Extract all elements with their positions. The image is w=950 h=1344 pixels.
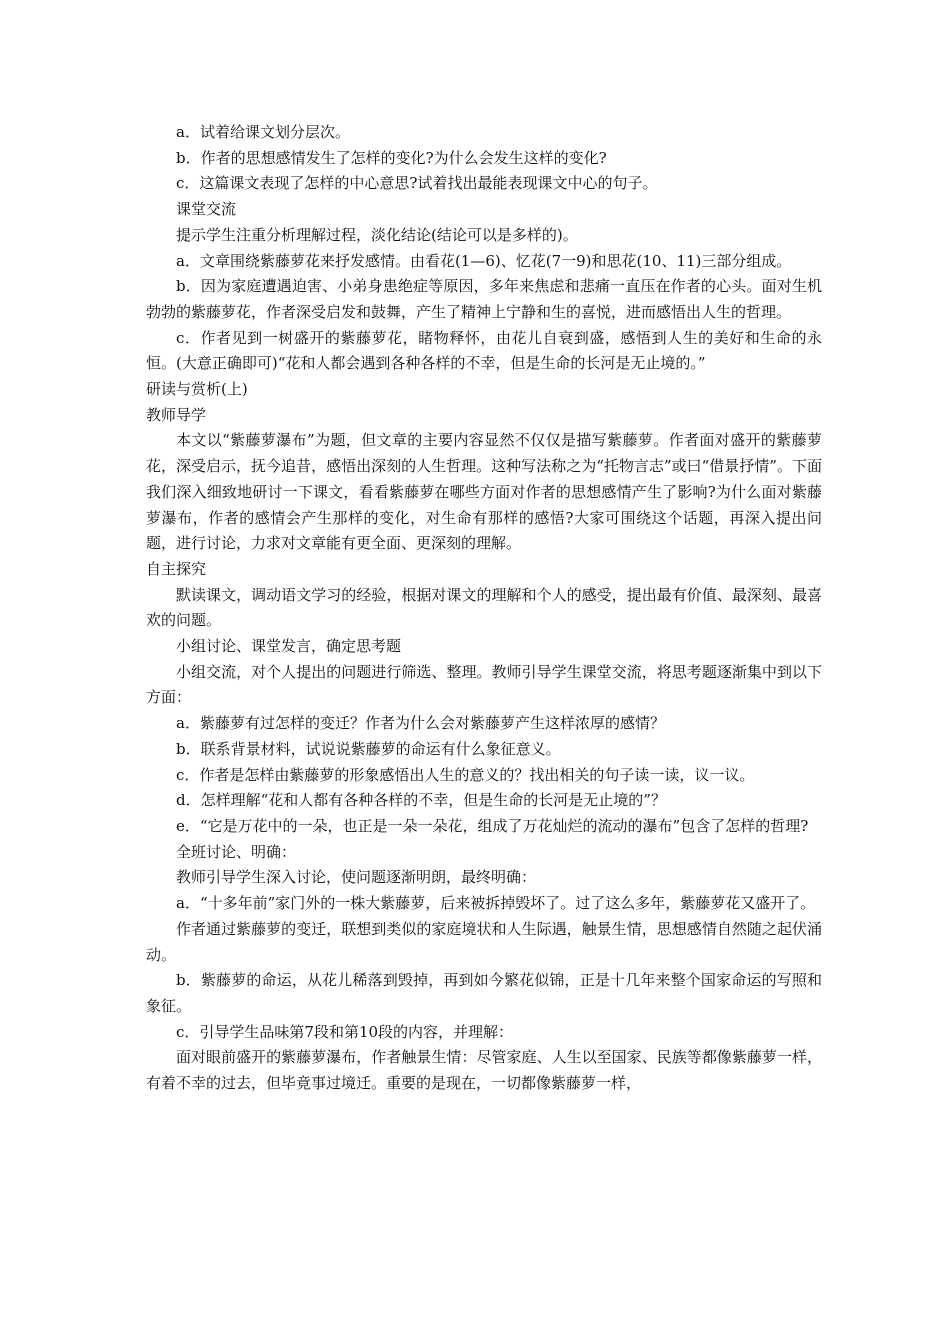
paragraph: 课堂交流 [176, 200, 237, 219]
section-heading: 自主探究 [146, 559, 207, 578]
paragraph: a．“十多年前”家门外的一株大紫藤萝，后来被拆掉毁坏了。过了这么多年，紫藤萝花又盛开了。 [176, 894, 816, 913]
paragraph: 小组讨论、课堂发言，确定思考题 [176, 637, 402, 656]
paragraph: a．紫藤萝有过怎样的变迁？作者为什么会对紫藤萝产生这样浓厚的感情？ [176, 714, 665, 733]
paragraph: e．“它是万花中的一朵，也正是一朵一朵花，组成了万花灿烂的流动的瀑布”包含了怎样的哲理? [176, 816, 809, 835]
paragraph: a．试着给课文划分层次。 [176, 123, 350, 141]
paragraph: 全班讨论、明确： [176, 842, 297, 861]
paragraph: 作者通过紫藤萝的变迁，联想到类似的家庭境状和人生际遇，触景生情，思想感情自然随之起伏涌动。 [146, 919, 822, 964]
paragraph: 教师引导学生深入讨论，使问题逐渐明朗，最终明确： [176, 868, 537, 887]
paragraph: b．因为家庭遭遇迫害、小弟身患绝症等原因，多年来焦虑和悲痛一直压在作者的心头。面对生机勃勃的紫藤萝花，作者深受启发和鼓舞，产生了精神上宁静和生的喜悦，进而感悟出人生的哲理。 [146, 277, 822, 321]
section-heading: 研读与赏析(上) [146, 380, 248, 399]
paragraph: 默读课文，调动语文学习的经验，根据对课文的理解和个人的感受，提出最有价值、最深刻、最喜欢的问题。 [146, 585, 822, 630]
section-heading: 教师导学 [146, 405, 207, 424]
paragraph: 提示学生注重分析理解过程，淡化结论(结论可以是多样的)。 [176, 225, 578, 244]
paragraph: c．作者是怎样由紫藤萝的形象感悟出人生的意义的？找出相关的句子读一读，议一议。 [176, 765, 755, 784]
paragraph: b．联系背景材料，试说说紫藤萝的命运有什么象征意义。 [176, 739, 561, 758]
paragraph: c．这篇课文表现了怎样的中心意思?试着找出最能表现课文中心的句子。 [176, 174, 658, 193]
paragraph: 小组交流，对个人提出的问题进行筛选、整理。教师引导学生课堂交流，将思考题逐渐集中到以下方面： [146, 662, 822, 707]
paragraph: d．怎样理解“花和人都有各种各样的不幸，但是生命的长河是无止境的”？ [176, 791, 666, 810]
paragraph: 本文以“紫藤萝瀑布”为题，但文章的主要内容显然不仅仅是描写紫藤萝。作者面对盛开的紫藤萝花，深受启示，抚今追昔，感悟出深刻的人生哲理。这种写法称之为“托物言志”或曰“借景抒情”。下面我们深入细致地研讨一下课文，看看紫藤萝在哪些方面对作者的思想感情产生了影响?为什么面对紫藤萝瀑布，作者的感情会产生那样的变化，对生命有那样的感悟?大家可围绕这个话题，再深入提出问题，进行讨论，力求对文章能有更全面、更深刻的理解。 [146, 431, 822, 553]
paragraph: 面对眼前盛开的紫藤萝瀑布，作者触景生情：尽管家庭、人生以至国家、民族等都像紫藤萝一样，有着不幸的过去，但毕竟事过境迁。重要的是现在，一切都像紫藤萝一样， [146, 1048, 822, 1093]
paragraph: a．文章围绕紫藤萝花来抒发感情。由看花(1—6)、忆花(7一9)和思花(10、11)三部分组成。 [176, 251, 792, 270]
paragraph: c．作者见到一树盛开的紫藤萝花，睹物释怀，由花儿自衰到盛，感悟到人生的美好和生命的永恒。(大意正确即可)“花和人都会遇到各种各样的不幸，但是生命的长河是无止境的。” [146, 328, 822, 373]
paragraph: b．紫藤萝的命运，从花儿稀落到毁掉，再到如今繁花似锦，正是十几年来整个国家命运的写照和象征。 [146, 971, 822, 1015]
document-page [146, 120, 822, 1097]
paragraph: b．作者的思想感情发生了怎样的变化?为什么会发生这样的变化? [176, 148, 607, 167]
paragraph: c．引导学生品味第7段和第10段的内容，并理解： [176, 1022, 514, 1041]
